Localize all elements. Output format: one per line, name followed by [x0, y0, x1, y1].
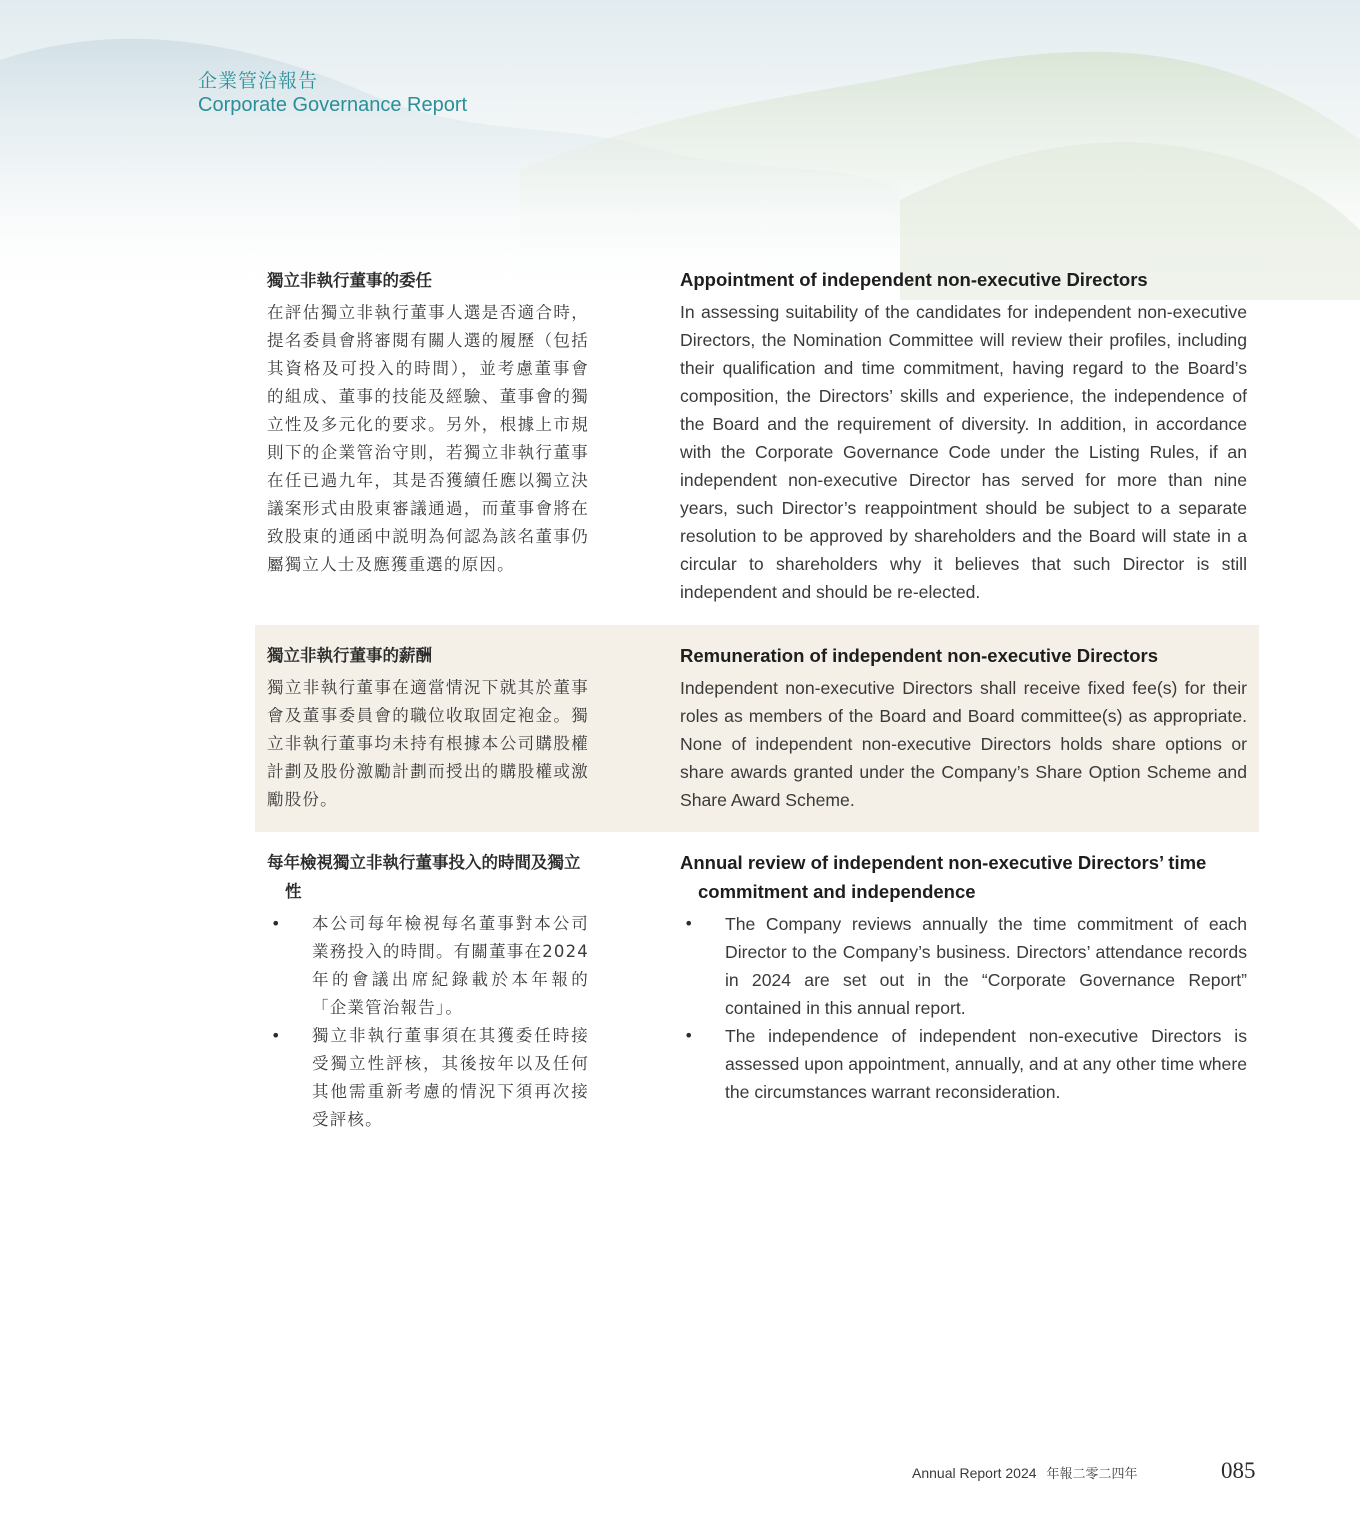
section-heading-cn: 獨立非執行董事的薪酬: [267, 646, 432, 665]
section-heading-en: Remuneration of independent non-executive Directors: [680, 645, 1158, 666]
bullet-text-cn: 本公司每年檢視每名董事對本公司業務投入的時間。有關董事在2024年的會議出席紀錄載於本年報的「企業管治報告」。: [312, 914, 589, 1017]
bullet-list-en: [680, 910, 1247, 1106]
section-remuneration: [255, 625, 1259, 832]
list-item: [680, 1022, 1247, 1106]
section-appointment-cn-column: [267, 266, 589, 579]
bullet-text-cn: 獨立非執行董事須在其獲委任時接受獨立性評核，其後按年以及任何其他需重新考慮的情況下須再次接受評核。: [312, 1026, 589, 1129]
footer-label-cn: 年報二零二四年: [1046, 1467, 1138, 1482]
footer-label-en: Annual Report 2024: [912, 1465, 1037, 1481]
page-header-title-en: Corporate Governance Report: [198, 94, 468, 116]
list-item: [267, 910, 589, 1022]
bullet-text-en: The independence of independent non-executive Directors is assessed upon appointment, annually, and at any other time where the circumstances warrant reconsideration.: [725, 1026, 1247, 1102]
bullet-icon: •: [271, 1026, 281, 1045]
section-remuneration-cn-column: [267, 641, 589, 814]
header-watercolor-background: [0, 0, 1360, 300]
page-number: 085: [1221, 1458, 1256, 1483]
bullet-icon: •: [684, 1026, 694, 1045]
section-heading-en: Annual review of independent non-executive Directors’ time commitment and independence: [680, 852, 1207, 902]
bullet-text-en: The Company reviews annually the time commitment of each Director to the Company’s business. Directors’ attendance records in 2024 are set out in the “Corporate Governance Report” contained in this annual report.: [725, 914, 1247, 1018]
section-annual-review-en-column: [680, 848, 1247, 1106]
section-annual-review: [255, 848, 1259, 1148]
section-appointment-en-column: [680, 265, 1247, 606]
section-heading-cn: 獨立非執行董事的委任: [267, 271, 432, 290]
footer-report-label: [912, 1463, 1138, 1482]
list-item: [267, 1022, 589, 1134]
section-heading-cn: 每年檢視獨立非執行董事投入的時間及獨立性: [267, 853, 581, 901]
list-item: [680, 910, 1247, 1022]
page-header-title-cn: 企業管治報告: [198, 70, 319, 92]
section-heading-en: Appointment of independent non-executive Directors: [680, 269, 1148, 290]
bullet-icon: •: [684, 914, 694, 933]
section-body-en: In assessing suitability of the candidates for independent non-executive Directors, the Nomination Committee will review their profiles, including their qualification and time commitment, having regard to the Board’s composition, the Directors’ skills and experience, the independence of the Board and the requirement of diversity. In addition, in accordance with the Corporate Governance Code under the Listing Rules, if an independent non-executive Director has served for more than nine years, such Director’s reappointment should be subject to a separate resolution to be approved by shareholders and the Board will state in a circular to shareholders why it believes that such Director is still independent and should be re-elected.: [680, 302, 1247, 602]
bullet-list-cn: [267, 910, 589, 1134]
section-appointment: [255, 265, 1259, 617]
bullet-icon: •: [271, 914, 281, 933]
section-body-cn: 獨立非執行董事在適當情況下就其於董事會及董事委員會的職位收取固定袍金。獨立非執行董事均未持有根據本公司購股權計劃及股份激勵計劃而授出的購股權或激勵股份。: [267, 678, 589, 809]
section-annual-review-cn-column: [267, 848, 589, 1134]
section-remuneration-en-column: [680, 641, 1247, 814]
section-body-en: Independent non-executive Directors shall receive fixed fee(s) for their roles as members of the Board and Board committee(s) as appropriate. None of independent non-executive Directors holds share options or share awards granted under the Company’s Share Option Scheme and Share Award Scheme.: [680, 678, 1247, 810]
section-body-cn: 在評估獨立非執行董事人選是否適合時，提名委員會將審閱有關人選的履歷（包括其資格及可投入的時間），並考慮董事會的組成、董事的技能及經驗、董事會的獨立性及多元化的要求。另外，根據上市規則下的企業管治守則，若獨立非執行董事在任已過九年，其是否獲續任應以獨立決議案形式由股東審議通過，而董事會將在致股東的通函中説明為何認為該名董事仍屬獨立人士及應獲重選的原因。: [267, 303, 589, 574]
